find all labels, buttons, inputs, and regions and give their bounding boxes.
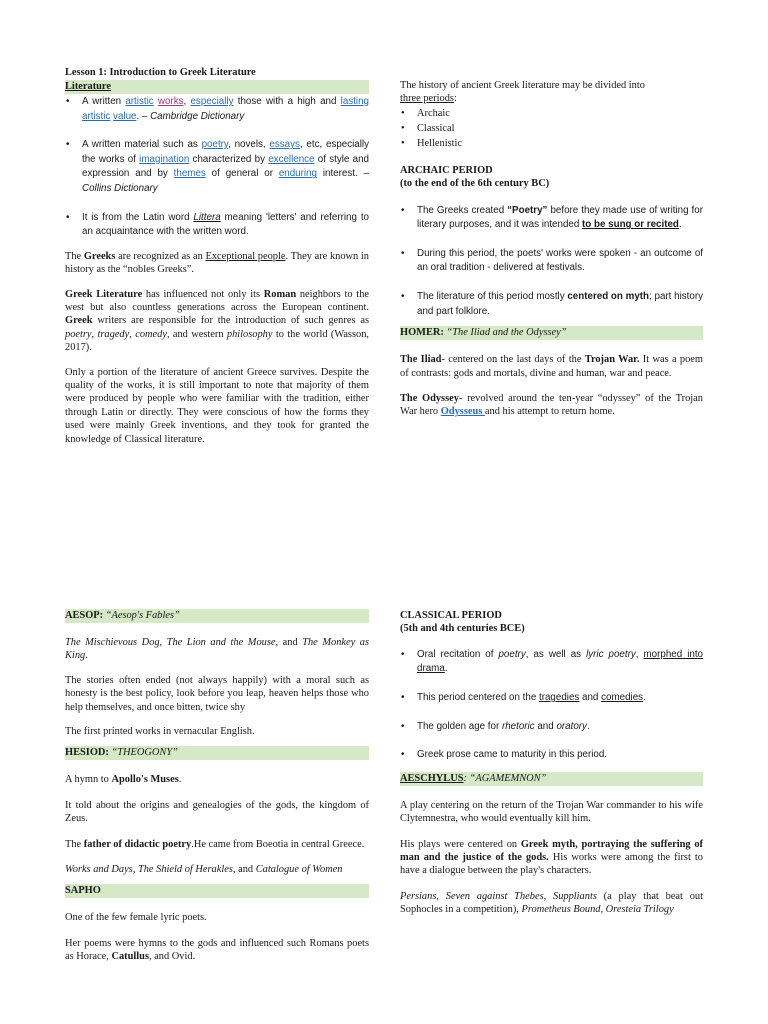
left-top-column bbox=[65, 66, 369, 446]
literature-definitions bbox=[65, 95, 369, 240]
sapho-heading: SAPHO bbox=[65, 884, 369, 898]
definition-collins: • A written material such as poetry, novels, essays, etc, especially the works of imagination characterized by excellence of style and expression and by themes of general or enduring interest. – Collins Dictionary bbox=[65, 138, 369, 196]
classical-bullet: • This period centered on the tragedies and comedies. bbox=[400, 691, 703, 706]
classical-bullet: • The golden age for rhetoric and oratory. bbox=[400, 720, 703, 735]
aeschylus-p1: A play centering on the return of the Trojan War commander to his wife Clytemnestra, who would eventually kill him. bbox=[400, 799, 703, 825]
aeschylus-p3: Persians, Seven against Thebes, Suppliants (a play that beat out Sophocles in a competition), Prometheus Bound, Oresteia Trilogy bbox=[400, 890, 703, 916]
sapho-p1: One of the few female lyric poets. bbox=[65, 912, 207, 924]
definition-latin: • It is from the Latin word Littera meaning 'letters' and referring to an acquaintance with the written word. bbox=[65, 211, 369, 240]
periods-list bbox=[400, 106, 703, 151]
period-item: • Hellenistic bbox=[400, 136, 703, 151]
classical-bullet: • Oral recitation of poetry, as well as lyric poetry, morphed into drama. bbox=[400, 648, 703, 677]
hesiod-heading: HESIOD: “THEOGONY” bbox=[65, 746, 369, 760]
classical-subtitle: (5th and 4th centuries BCE) bbox=[400, 623, 525, 635]
hesiod-origins: It told about the origins and genealogies of the gods, the kingdom of Zeus. bbox=[65, 799, 369, 825]
hesiod-hymn: A hymn to Apollo's Muses. bbox=[65, 774, 182, 786]
archaic-bullets bbox=[400, 204, 703, 320]
lesson-title: Lesson 1: Introduction to Greek Literature bbox=[65, 67, 256, 78]
period-item: • Archaic bbox=[400, 106, 703, 121]
classical-bullet: • Greek prose came to maturity in this period. bbox=[400, 748, 703, 763]
right-bottom-column bbox=[400, 609, 703, 917]
greeks-paragraph: The Greeks are recognized as an Exceptional people. They are known in history as the “nobles Greeks”. bbox=[65, 250, 369, 276]
right-top-column bbox=[400, 79, 703, 419]
aesop-heading: AESOP: “Aesop's Fables” bbox=[65, 609, 369, 623]
periods-intro: The history of ancient Greek literature may be divided into three periods: bbox=[400, 80, 645, 105]
homer-heading: HOMER: “The Iliad and the Odyssey” bbox=[400, 326, 703, 340]
archaic-subtitle: (to the end of the 6th century BC) bbox=[400, 178, 550, 190]
sapho-p2: Her poems were hymns to the gods and influenced such Romans poets as Horace, Catullus, and Ovid. bbox=[65, 937, 369, 963]
left-bottom-column bbox=[65, 609, 369, 964]
greek-literature-paragraph: Greek Literature has influenced not only its Roman neighbors to the west but also countless generations across the European continent. Greek writers are responsible for the introduction of such genres as poetry, tragedy, comedy, and western philosophy to the world (Wasson, 2017). bbox=[65, 288, 370, 354]
period-item: • Classical bbox=[400, 121, 703, 136]
archaic-title: ARCHAIC PERIOD bbox=[400, 164, 493, 176]
archaic-bullet: • During this period, the poets' works were spoken - an outcome of an oral tradition - delivered at festivals. bbox=[400, 247, 703, 276]
odyssey-paragraph: The Odyssey- revolved around the ten-year “odyssey” of the Trojan War hero Odysseus and his attempt to return home. bbox=[400, 393, 703, 418]
classical-title: CLASSICAL PERIOD bbox=[400, 610, 502, 621]
aesop-titles: The Mischievous Dog, The Lion and the Mouse, and The Monkey as King. bbox=[65, 637, 370, 662]
classical-bullets bbox=[400, 648, 703, 763]
portion-paragraph: Only a portion of the literature of ancient Greece survives. Despite the quality of the works, it is still important to note that majority of them were produced by people who were familiar with the tradition, either through Latin or directly. They were conscious of how the forms they used were mainly Greek inventions, and they took for granted the knowledge of Classical literature. bbox=[65, 366, 369, 445]
aesop-stories: The stories often ended (not always happily) with a moral such as honesty is the best policy, look before you leap, heaven helps those who help themselves, and once bitten, twice shy bbox=[65, 674, 369, 713]
archaic-bullet: • The literature of this period mostly centered on myth; part history and part folklore. bbox=[400, 290, 703, 319]
literature-heading: Literature bbox=[65, 80, 369, 94]
definition-cambridge: • A written artistic works, especially those with a high and lasting artistic value. – Cambridge Dictionary bbox=[65, 95, 369, 124]
aeschylus-p2: His plays were centered on Greek myth, portraying the suffering of man and the justice of the gods. His works were among the first to have a dialogue between the play's characters. bbox=[400, 838, 703, 877]
iliad-paragraph: The Iliad- centered on the last days of the Trojan War. It was a poem of contrasts: gods and mortals, divine and human, war and peace. bbox=[400, 354, 704, 379]
aesop-first-printed: The first printed works in vernacular English. bbox=[65, 726, 255, 738]
hesiod-works: Works and Days, The Shield of Herakles, and Catalogue of Women bbox=[65, 864, 343, 876]
odysseus-link[interactable]: Odysseus bbox=[440, 406, 485, 418]
hesiod-father: The father of didactic poetry.He came from Boeotia in central Greece. bbox=[65, 838, 365, 850]
archaic-bullet: • The Greeks created “Poetry” before they made use of writing for literary purposes, and it was intended to be sung or recited. bbox=[400, 204, 703, 233]
aeschylus-heading: AESCHYLUS: “AGAMEMNON” bbox=[400, 772, 703, 786]
